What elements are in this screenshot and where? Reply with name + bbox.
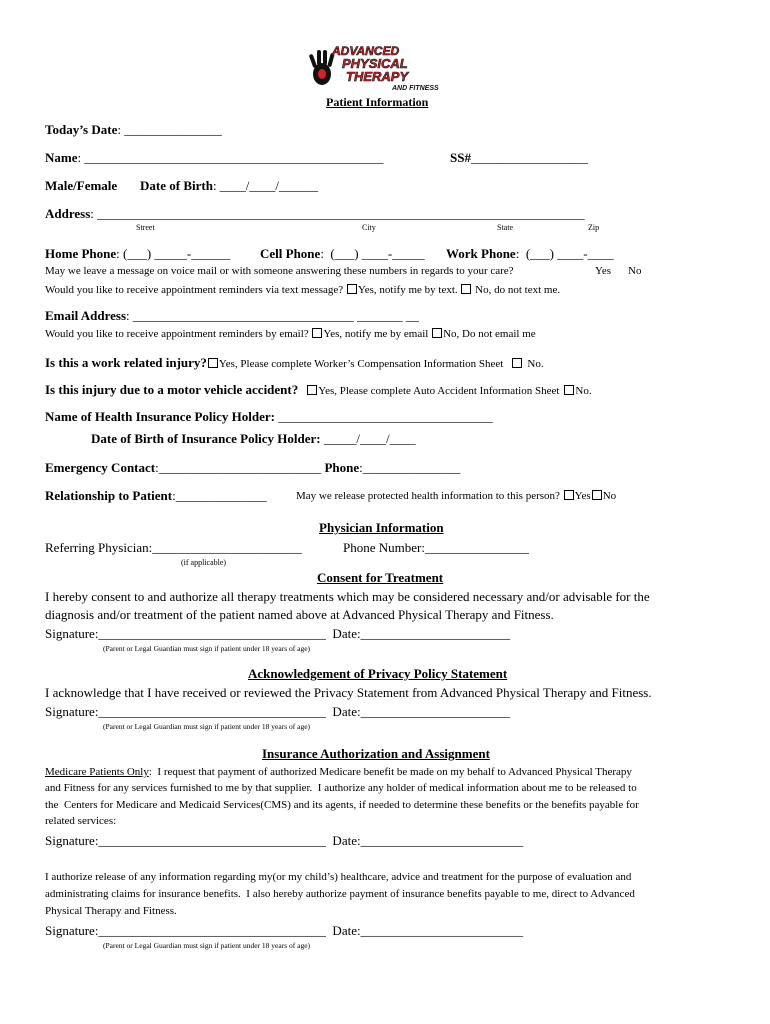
release-question: May we release protected health information to this person? — [296, 490, 560, 502]
medicare-signature-field[interactable]: Signature:___________________________________ Date:_________________________ — [45, 833, 524, 848]
medicare-text-line3: the Centers for Medicare and Medicaid Services(CMS) and its agents, if needed to determine these benefits or the benefits payable for — [45, 799, 639, 811]
insurance-auth-heading: Insurance Authorization and Assignment — [262, 746, 490, 761]
work-injury-no-label: No. — [527, 358, 544, 370]
work-phone-row[interactable] — [446, 247, 614, 260]
auto-injury-yes-label: Yes, Please complete Auto Accident Information Sheet — [318, 385, 560, 397]
logo-line4: AND FITNESS — [392, 85, 439, 92]
sex-field[interactable]: Male/Female — [45, 178, 118, 193]
emergency-contact-field[interactable]: :_________________________ — [155, 460, 322, 475]
insurance-holder-row[interactable] — [45, 410, 493, 423]
auto-injury-no-checkbox[interactable] — [564, 385, 574, 395]
voicemail-no-option[interactable]: No — [628, 265, 642, 277]
release-no-label: No — [602, 490, 617, 502]
dob-field[interactable]: : ____/____/______ — [212, 178, 319, 193]
email-reminder-question: Would you like to receive appointment reminders by email? — [45, 328, 309, 340]
physician-heading: Physician Information — [319, 520, 444, 535]
ss-row[interactable] — [450, 151, 588, 164]
address-label: Address — [45, 206, 91, 221]
cell-phone-label: Cell Phone — [260, 246, 321, 261]
medicare-line1 — [45, 767, 632, 778]
logo-line2: PHYSICAL — [342, 56, 408, 71]
privacy-heading: Acknowledgement of Privacy Policy Statement — [248, 666, 508, 681]
release-no-checkbox[interactable] — [592, 490, 602, 500]
name-label: Name — [45, 150, 78, 165]
relationship-field[interactable]: :______________ — [172, 488, 267, 503]
if-applicable-caption: (if applicable) — [181, 558, 227, 567]
emergency-contact-row[interactable] — [45, 461, 460, 474]
work-injury-row — [45, 355, 544, 371]
email-no-label: No, Do not email me — [443, 328, 536, 340]
insurance-guardian-note: (Parent or Legal Guardian must sign if patient under 18 years of age) — [103, 941, 311, 950]
name-field[interactable]: : ______________________________________________ — [77, 150, 384, 165]
insurance-dob-field[interactable]: _____/____/____ — [320, 431, 416, 446]
text-yes-label: Yes, notify me by text. — [357, 284, 458, 296]
privacy-guardian-note: (Parent or Legal Guardian must sign if patient under 18 years of age) — [103, 722, 311, 731]
consent-text-line2: diagnosis and/or treatment of the patient named above at Advanced Physical Therapy and Fitness. — [45, 607, 554, 622]
advanced-physical-therapy-logo — [302, 44, 468, 92]
home-phone-row[interactable] — [45, 247, 230, 260]
insurance-dob-row[interactable] — [91, 432, 416, 445]
privacy-text-line1: I acknowledge that I have received or reviewed the Privacy Statement from Advanced Physical Therapy and Fitness. — [45, 685, 652, 700]
ss-field[interactable]: __________________ — [470, 150, 588, 165]
auto-injury-question: Is this injury due to a motor vehicle accident? — [45, 382, 299, 397]
page-title: Patient Information — [326, 95, 429, 109]
emergency-phone-field[interactable]: :_______________ — [359, 460, 461, 475]
release-auth-signature-field[interactable]: Signature:___________________________________ Date:_________________________ — [45, 923, 524, 938]
logo-line3: THERAPY — [346, 69, 409, 84]
referring-physician-field[interactable]: Referring Physician:_______________________ — [45, 540, 302, 555]
medicare-text-line2: and Fitness for any services furnished to me by that supplier. I authorize any holder of medical information about me to be released to — [45, 782, 637, 794]
consent-heading: Consent for Treatment — [317, 570, 444, 585]
name-row[interactable] — [45, 151, 383, 164]
address-field[interactable]: : ___________________________________________________________________________ — [90, 206, 585, 221]
email-no-checkbox[interactable] — [432, 328, 442, 338]
text-no-label: No, do not text me. — [475, 284, 561, 296]
auto-injury-no-label: No. — [575, 385, 592, 397]
insurance-dob-label: Date of Birth of Insurance Policy Holder: — [91, 431, 321, 446]
text-no-checkbox[interactable] — [461, 284, 471, 294]
emergency-phone-label: Phone — [324, 460, 360, 475]
work-phone-label: Work Phone — [446, 246, 516, 261]
insurance-holder-label: Name of Health Insurance Policy Holder: — [45, 409, 275, 424]
email-reminder-row — [45, 328, 536, 340]
text-yes-checkbox[interactable] — [347, 284, 357, 294]
email-row[interactable] — [45, 309, 419, 322]
medicare-text-line1: : I request that payment of authorized Medicare benefit be made on my behalf to Advanced Physical Therapy — [148, 766, 632, 778]
todays-date-label: Today’s Date — [45, 122, 118, 137]
text-reminder-question: Would you like to receive appointment reminders via text message? — [45, 284, 344, 296]
voicemail-yes-option[interactable]: Yes — [595, 265, 612, 277]
privacy-signature-field[interactable]: Signature:___________________________________ Date:_______________________ — [45, 704, 511, 719]
address-zip-caption: Zip — [588, 223, 600, 232]
auto-injury-row — [45, 382, 592, 398]
release-yes-label: Yes — [574, 490, 591, 502]
home-phone-label: Home Phone — [45, 246, 117, 261]
work-injury-question: Is this a work related injury? — [45, 355, 207, 370]
text-reminder-row — [45, 284, 560, 296]
work-injury-no-checkbox[interactable] — [512, 358, 522, 368]
medicare-text-line4: related services: — [45, 815, 117, 827]
medicare-label: Medicare Patients Only — [45, 766, 149, 778]
handprint-icon — [309, 50, 335, 85]
insurance-holder-field[interactable]: _________________________________ — [275, 409, 493, 424]
address-street-caption: Street — [136, 223, 155, 232]
address-row[interactable] — [45, 207, 585, 220]
email-yes-checkbox[interactable] — [312, 328, 322, 338]
dob-row[interactable] — [140, 179, 318, 192]
release-row — [296, 490, 616, 502]
address-city-caption: City — [362, 223, 376, 232]
emergency-contact-label: Emergency Contact — [45, 460, 156, 475]
relationship-row[interactable] — [45, 489, 267, 502]
todays-date-field[interactable]: : _______________ — [117, 122, 222, 137]
work-injury-yes-checkbox[interactable] — [208, 358, 218, 368]
relationship-label: Relationship to Patient — [45, 488, 173, 503]
release-auth-line3: Physical Therapy and Fitness. — [45, 905, 177, 917]
consent-signature-field[interactable]: Signature:___________________________________ Date:_______________________ — [45, 626, 511, 641]
voicemail-question: May we leave a message on voice mail or with someone answering these numbers in regards to your care? — [45, 265, 514, 277]
consent-text-line1: I hereby consent to and authorize all therapy treatments which may be considered necessary and/or advisable for the — [45, 589, 650, 604]
dob-label: Date of Birth — [140, 178, 213, 193]
physician-phone-field[interactable]: Phone Number:________________ — [343, 540, 529, 555]
cell-phone-field[interactable]: : (___) ____-_____ — [320, 246, 425, 261]
release-auth-line2: administrating claims for insurance benefits. I also hereby authorize payment of insurance benefits payable to me, direct to Advanced — [45, 888, 635, 900]
todays-date-row[interactable] — [45, 123, 222, 136]
home-phone-field[interactable]: : (___) _____-______ — [116, 246, 231, 261]
release-auth-line1: I authorize release of any information regarding my(or my child’s) healthcare, advice and treatment for the purpose of evaluation and — [45, 871, 632, 883]
work-phone-field[interactable]: : (___) ____-____ — [515, 246, 614, 261]
email-yes-label: Yes, notify me by email — [323, 328, 429, 340]
email-field[interactable]: : __________________________________ _______ __ — [126, 308, 419, 323]
auto-injury-yes-checkbox[interactable] — [307, 385, 317, 395]
email-label: Email Address — [45, 308, 127, 323]
address-state-caption: State — [497, 223, 513, 232]
work-injury-yes-label: Yes, Please complete Worker’s Compensation Information Sheet — [218, 358, 504, 370]
logo-line1: ADVANCED — [332, 44, 400, 58]
cell-phone-row[interactable] — [260, 247, 425, 260]
release-yes-checkbox[interactable] — [564, 490, 574, 500]
ss-label: SS# — [450, 150, 471, 165]
consent-guardian-note: (Parent or Legal Guardian must sign if patient under 18 years of age) — [103, 644, 311, 653]
